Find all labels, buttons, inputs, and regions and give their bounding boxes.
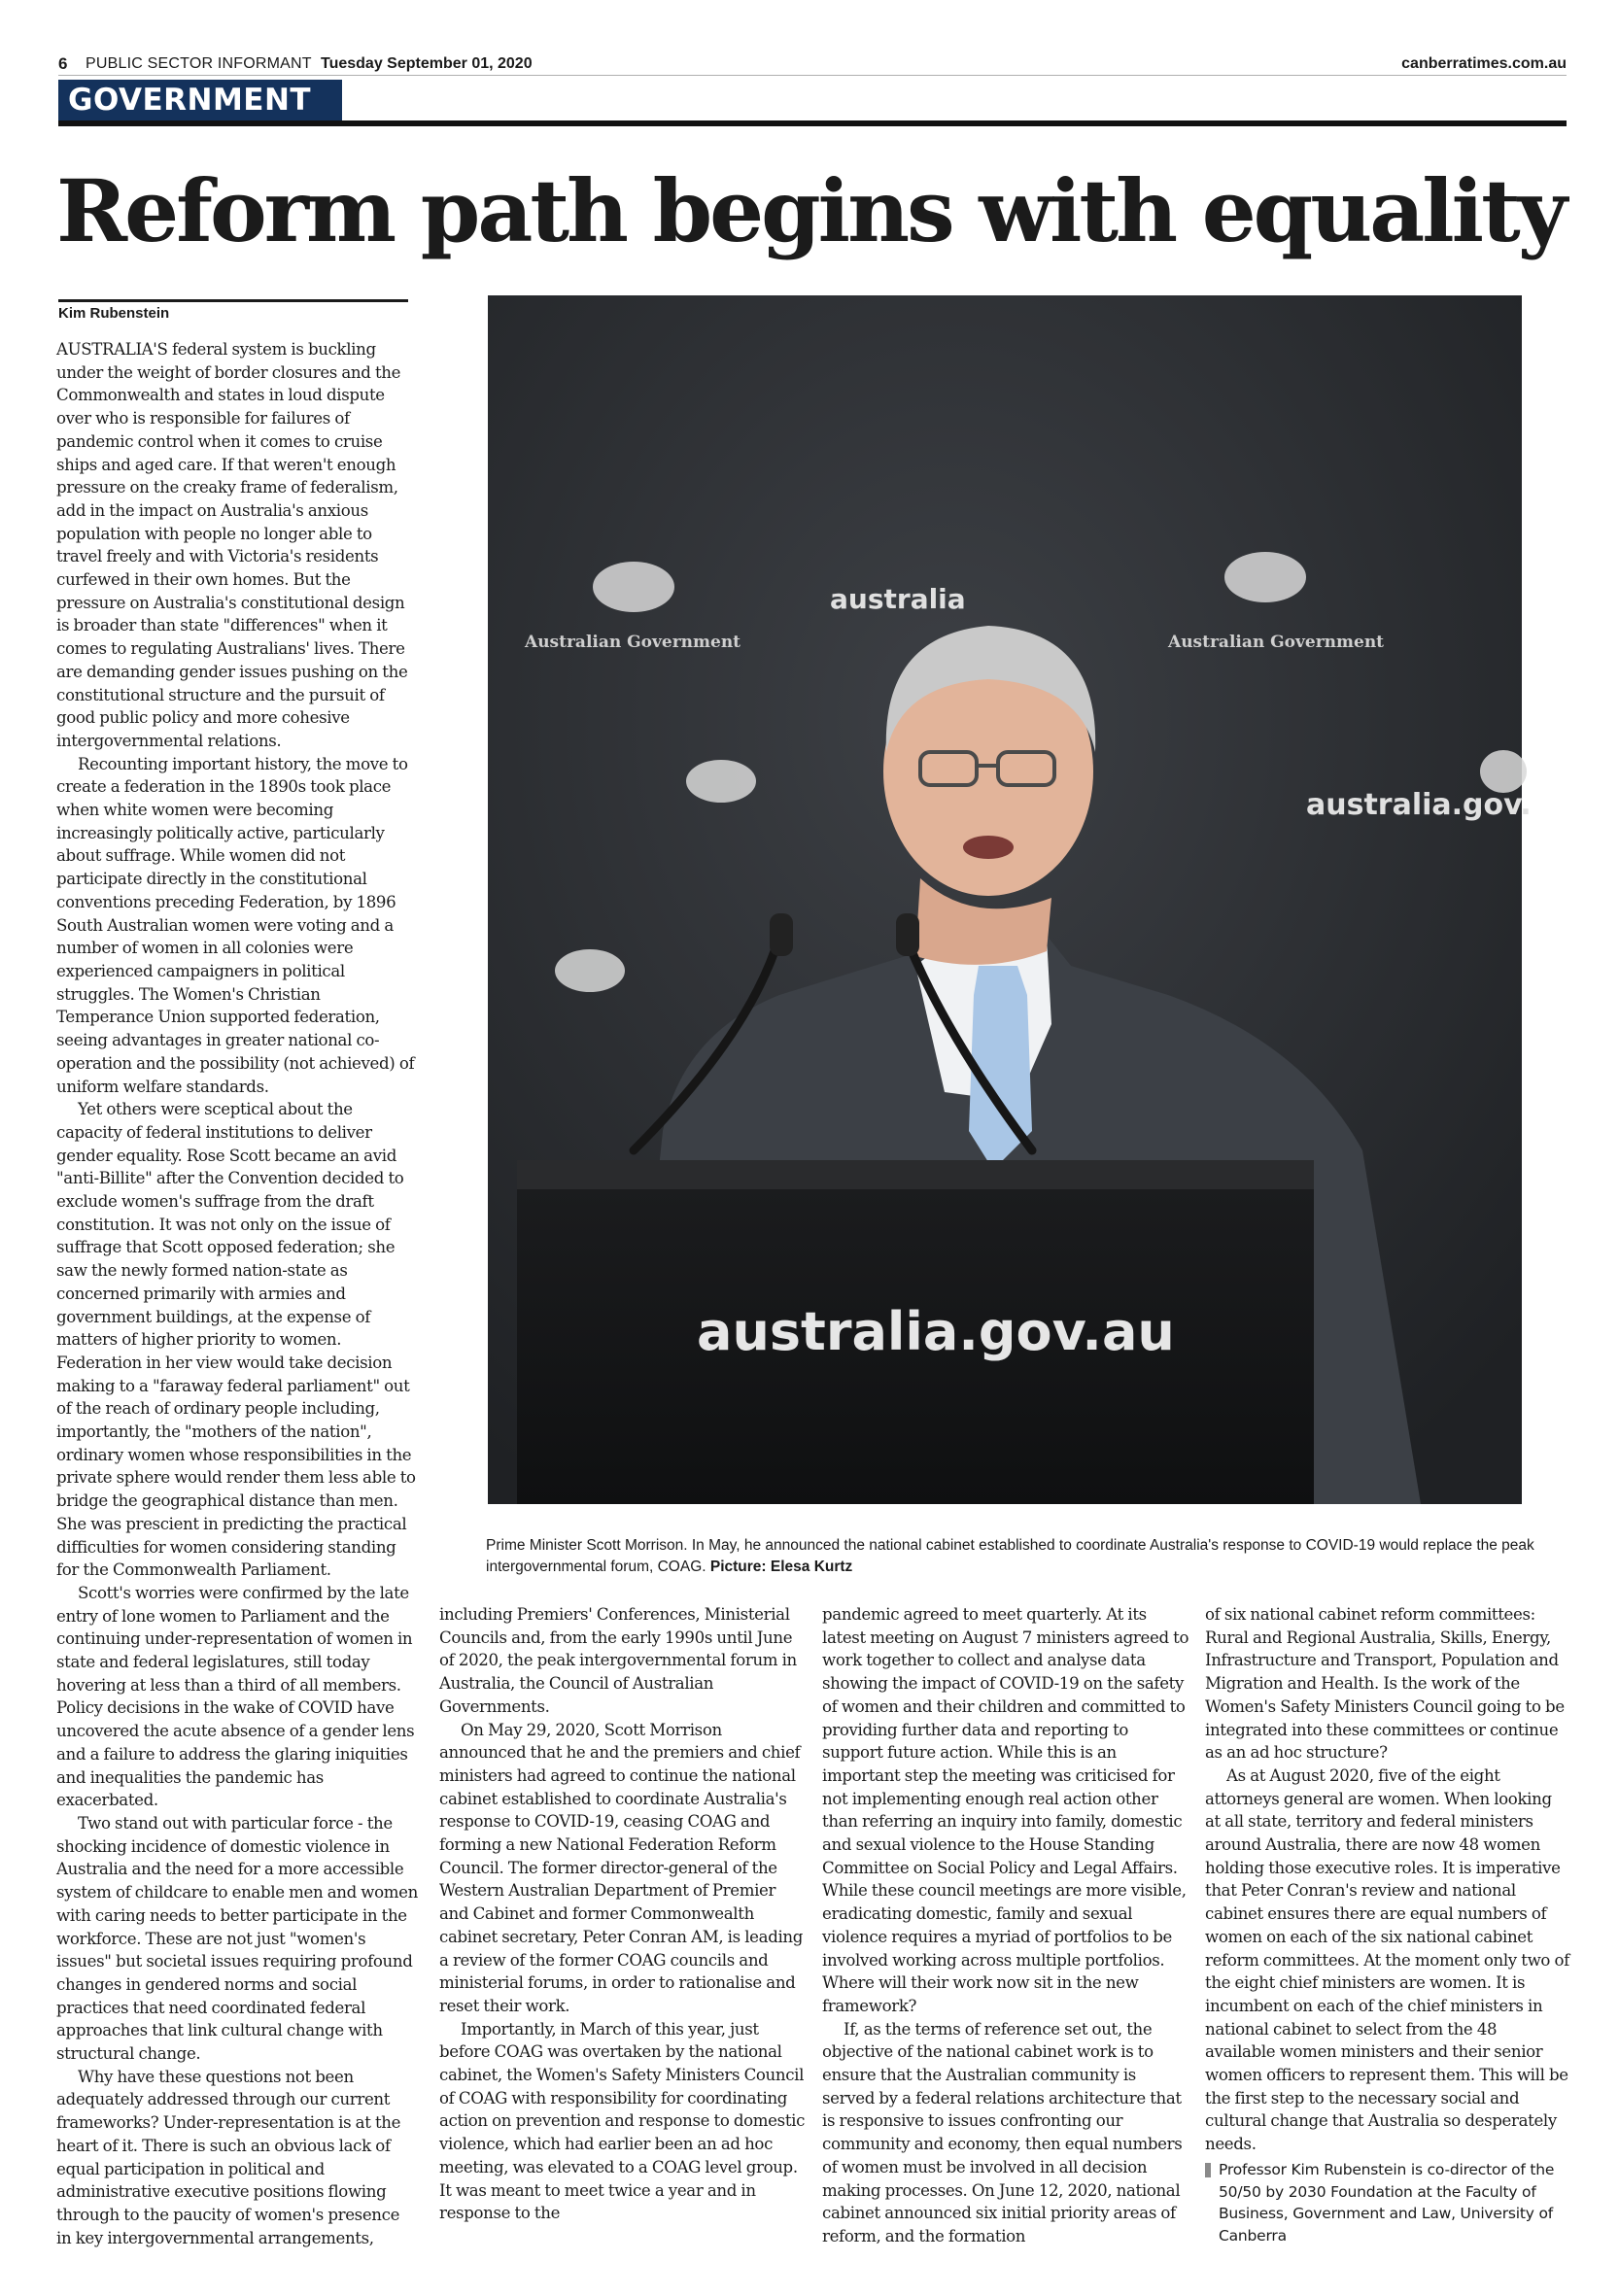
paragraph: AUSTRALIA'S federal system is buckling under the weight of border closures and the Commonwealth and states in loud dispute over who is responsible for failures of pandemic control when it comes to cruise ships and aged care. If that weren't enough pressure on the creaky frame of federalism, add in the impact on Australia's anxious population with people no longer able to travel freely and with Victoria's residents curfewed in their own homes. But the pressure on Australia's constitutional design is broader than state "differences" when it comes to regulating Australians' lives. There are demanding gender issues pushing on the constitutional structure and the pursuit of good public policy and more cohesive intergovernmental relations. xyxy=(56,340,408,750)
paragraph: Scott's worries were confirmed by the late entry of lone women to Parliament and the continuing under-representation of women in state and federal legislatures, still today hovering at less than a third of all members. Policy decisions in the wake of COVID have uncovered the acute absence of a gender lens and a failure to address the glaring iniquities and inequalities the pandemic has exacerbated. xyxy=(56,1583,415,1810)
site-url: canberratimes.com.au xyxy=(1401,55,1567,72)
caption-text: Prime Minister Scott Morrison. In May, he announced the national cabinet established to coordinate Australia's response to COVID-19 would replace the peak intergovernmental forum, COAG. xyxy=(486,1537,1534,1575)
backdrop-text: australia.gov. xyxy=(1306,788,1532,822)
paragraph: If, as the terms of reference set out, the objective of the national cabinet work is to ensure that the Australian community is served by a federal relations architecture that is responsive to issues confronting our community and economy, then equal numbers of women must be involved in all decision making processes. On June 12, 2020, national cabinet announced six initial priority areas of reform, and the formation xyxy=(822,2019,1183,2245)
paragraph: of six national cabinet reform committees: Rural and Regional Australia, Skills, Energy, Infrastructure and Transport, Population and Migration and Health. Is the work of the Women's Safety Ministers Council going to be integrated into these committees or continue as an ad hoc structure? xyxy=(1205,1605,1565,1763)
paragraph: Yet others were sceptical about the capacity of federal institutions to deliver gender equality. Rose Scott became an avid "anti-Billite" after the Convention decided to exclude women's suffrage from the draft constitution. It was not only on the issue of suffrage that Scott opposed federation; she saw the newly formed nation-state as concerned primarily with armies and government buildings, at the expense of matters of higher priority to women. Federation in her view would take decision making to a "faraway federal parliament" out of the reach of ordinary people including, importantly, the "mothers of the nation", ordinary women whose responsibilities in the private sphere would render them less able to bridge the geographical distance than men. She was prescient in predicting the practical difficulties for women considering standing for the Commonwealth Parliament. xyxy=(56,1100,416,1580)
bio-text: Professor Kim Rubenstein is co-director of the 50/50 by 2030 Foundation at the Faculty of Business, Government and Law, University of Canberra xyxy=(1219,2161,1555,2245)
headline: Reform path begins with equality xyxy=(56,160,1565,261)
page-header xyxy=(58,54,1567,76)
crest-label: Australian Government xyxy=(525,633,741,652)
issue-date: Tuesday September 01, 2020 xyxy=(321,55,533,72)
page-number: 6 xyxy=(58,54,68,73)
article-photo xyxy=(488,295,1532,1504)
paragraph: Why have these questions not been adequately addressed through our current frameworks? Under-representation is at the heart of it. There is such an obvious lack of equal participation in political and administrative executive positions flowing through to the paucity of women's presence in key intergovernmental arrangements, xyxy=(56,2067,401,2247)
byline-rule xyxy=(58,299,408,302)
section-label: GOVERNMENT xyxy=(58,80,342,120)
byline: Kim Rubenstein xyxy=(58,305,170,322)
photo-caption xyxy=(486,1535,1535,1578)
section-banner xyxy=(58,80,1567,126)
article-column-3 xyxy=(822,1603,1189,2245)
article-column-1 xyxy=(56,338,418,2247)
bio-marker xyxy=(1205,2163,1211,2177)
paragraph: As at August 2020, five of the eight attorneys general are women. When looking at all state, territory and federal ministers around Australia, there are now 48 women holding those executive roles. It is imperative that Peter Conran's review and national cabinet ensures there are equal numbers of women on each of the six national cabinet reform committees. At the moment only two of the eight chief ministers are women. It is incumbent on each of the chief ministers in national cabinet to select from the 48 available women ministers and their senior women officers to represent them. This will be the first step to the necessary social and cultural change that Australia so desperately needs. xyxy=(1205,1765,1569,2154)
photo-credit: Picture: Elesa Kurtz xyxy=(709,1559,853,1575)
paragraph: including Premiers' Conferences, Ministerial Councils and, from the early 1990s until June of 2020, the peak intergovernmental forum in Australia, the Council of Australian Governments. xyxy=(439,1605,797,1716)
author-bio xyxy=(1205,2159,1570,2246)
article-column-2 xyxy=(439,1603,807,2223)
paragraph: Two stand out with particular force - the shocking incidence of domestic violence in Australia and the need for a more accessible system of childcare to enable men and women with caring needs to better participate in the workforce. These are not just "women's issues" but societal issues requiring profound changes in gendered norms and social practices that need coordinated federal approaches that link cultural change with structural change. xyxy=(56,1814,418,2064)
crest-label: Australian Government xyxy=(1168,633,1385,652)
paragraph: pandemic agreed to meet quarterly. At its latest meeting on August 7 ministers agreed to work together to collect and analyse data showing the impact of COVID-19 on the safety of women and their children and committed to providing further data and reporting to support future action. While this is an important step the meeting was criticised for not implementing enough real action other than referring an inquiry into family, domestic and sexual violence to the House Standing Committee on Social Policy and Legal Affairs. While these council meetings are more visible, eradicating domestic, family and sexual violence requires a myriad of portfolios to be involved working across multiple portfolios. Where will their work now sit in the new framework? xyxy=(822,1605,1189,2015)
publication-name: PUBLIC SECTOR INFORMANT xyxy=(86,55,312,72)
paragraph: Recounting important history, the move to create a federation in the 1890s took place when white women were becoming increasingly politically active, particularly about suffrage. While women did not participate directly in the constitutional conventions preceding Federation, by 1896 South Australian women were voting and a number of women in all colonies were experienced campaigners in political struggles. The Women's Christian Temperance Union supported federation, seeing advantages in greater national co-operation and the possibility (not achieved) of uniform welfare standards. xyxy=(56,754,415,1096)
lectern-text: australia.gov.au xyxy=(697,1301,1175,1362)
paragraph: Importantly, in March of this year, just before COAG was overtaken by the national cabinet, the Women's Safety Ministers Council of COAG with responsibility for coordinating action on prevention and response to domestic violence, which had earlier been an ad hoc meeting, was elevated to a COAG level group. It was meant to meet twice a year and in response to the xyxy=(439,2019,806,2223)
paragraph: On May 29, 2020, Scott Morrison announced that he and the premiers and chief ministers had agreed to continue the national cabinet established to coordinate Australia's response to COVID-19, ceasing COAG and forming a new National Federation Reform Council. The former director-general of the Western Australian Department of Premier and Cabinet and former Commonwealth cabinet secretary, Peter Conran AM, is leading a review of the former COAG councils and ministerial forums, in order to rationalise and reset their work. xyxy=(439,1720,804,2015)
article-column-4 xyxy=(1205,1603,1570,2159)
backdrop-text: australia xyxy=(830,583,966,615)
photo-illustration xyxy=(488,295,1532,1504)
